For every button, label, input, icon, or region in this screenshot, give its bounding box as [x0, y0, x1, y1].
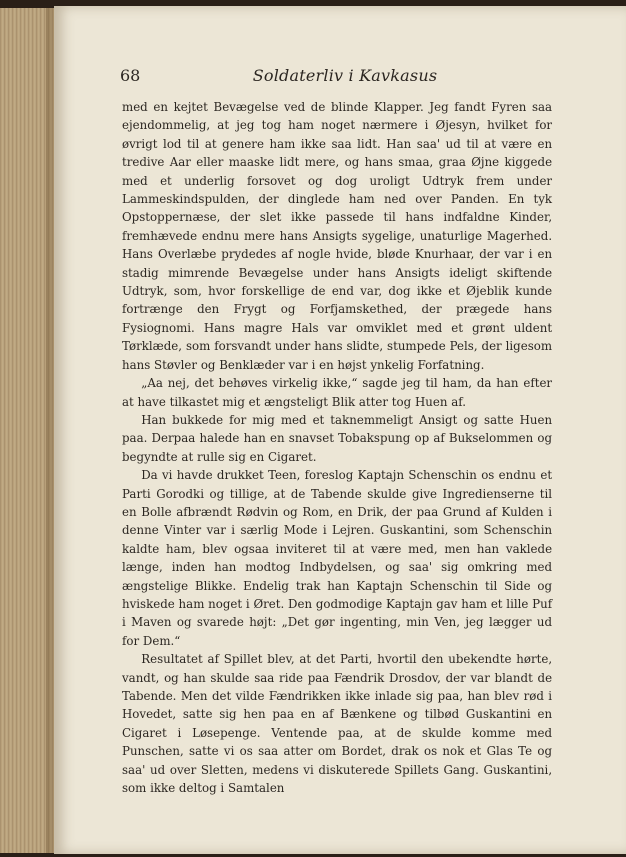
page-number: 68 [120, 66, 141, 85]
paragraph: Da vi havde drukket Teen, foreslog Kaptajn Schenschin os endnu et Parti Gorodki og tillige, at de Tabende skulde give Ingredienserne til en Bolle afbrændt Rødvin og Rom, en Drik, der paa Grund af Kulden i denne Vinter var i særlig Mode i Lejren. Guskantini, som Schenschin kaldte ham, blev ogsaa inviteret til at være med, men han vaklede længe, inden han modtog Indbydelsen, og saa' sig omkring med ængstelige Blikke. Endelig trak han Kaptajn Schenschin til Side og hviskede ham noget i Øret. Den godmodige Kaptajn gav ham et lille Puf i Maven og svarede højt: „Det gør ingenting, min Ven, jeg lægger ud for Dem.“ [122, 468, 553, 648]
paragraph: Resultatet af Spillet blev, at det Parti, hvortil den ubekendte hørte, vandt, og han skulde saa ride paa Fændrik Drosdov, der var blandt de Tabende. Men det vilde Fændrikken ikke inlade sig paa, han blev rød i Hovedet, satte sig hen paa en af Bænkene og tilbød Guskantini en Cigaret i Løsepenge. Ventende paa, at de skulde komme med Punschen, satte vi os saa atter om Bordet, drak os nok et Glas Te og saa' ud over Sletten, medens vi diskuterede Spillets Gang. Guskantini, som ikke deltog i Samtalen [122, 652, 553, 796]
paragraph-continuation: med en kejtet Bevægelse ved de blinde Klapper. Jeg fandt Fyren saa ejendommelig, at jeg tog ham noget nærmere i Øjesyn, hvilket for øvrigt lod til at genere ham ikke saa lidt. Han saa' ud til at være en tredive Aar eller maaske lidt mere, og hans smaa, graa Øjne kiggede med et underlig forsovet og dog uroligt Udtryk frem under Lammeskindspulden, der dinglede ham ned over Panden. En tyk Opstoppernæse, der slet ikke passede til hans indfaldne Kinder, fremhævede endnu mere hans Ansigts sygelige, unaturlige Magerhed. Hans Overlæbe prydedes af nogle hvide, bløde Knurhaar, der var i en stadig mimrende Bevægelse under hans Ansigts ideligt skiftende Udtryk, som, hvor forskellige de end var, dog ikke et Øjeblik kunde fortrænge den Frygt og Forfjamskethed, der prægede hans Fysiognomi. Hans magre Hals var omviklet med et grønt uldent Tørklæde, som forsvandt under hans slidte, stumpede Pels, der ligesom hans Støvler og Benklæder var i en højst ynkelig Forfatning. [122, 100, 553, 372]
paragraph: Han bukkede for mig med et taknemmeligt Ansigt og satte Huen paa. Derpaa halede han en snavset Tobakspung op af Bukselommen og begyndte at rulle sig en Cigaret. [122, 412, 553, 464]
paragraph: „Aa nej, det behøves virkelig ikke,“ sagde jeg til ham, da han efter at have tilkastet mig et ængsteligt Blik atter tog Huen af. [122, 376, 553, 409]
page-body [122, 98, 552, 797]
running-title: Soldaterliv i Kavkasus [252, 66, 438, 85]
page-header [120, 64, 570, 88]
page-edges [0, 8, 60, 853]
